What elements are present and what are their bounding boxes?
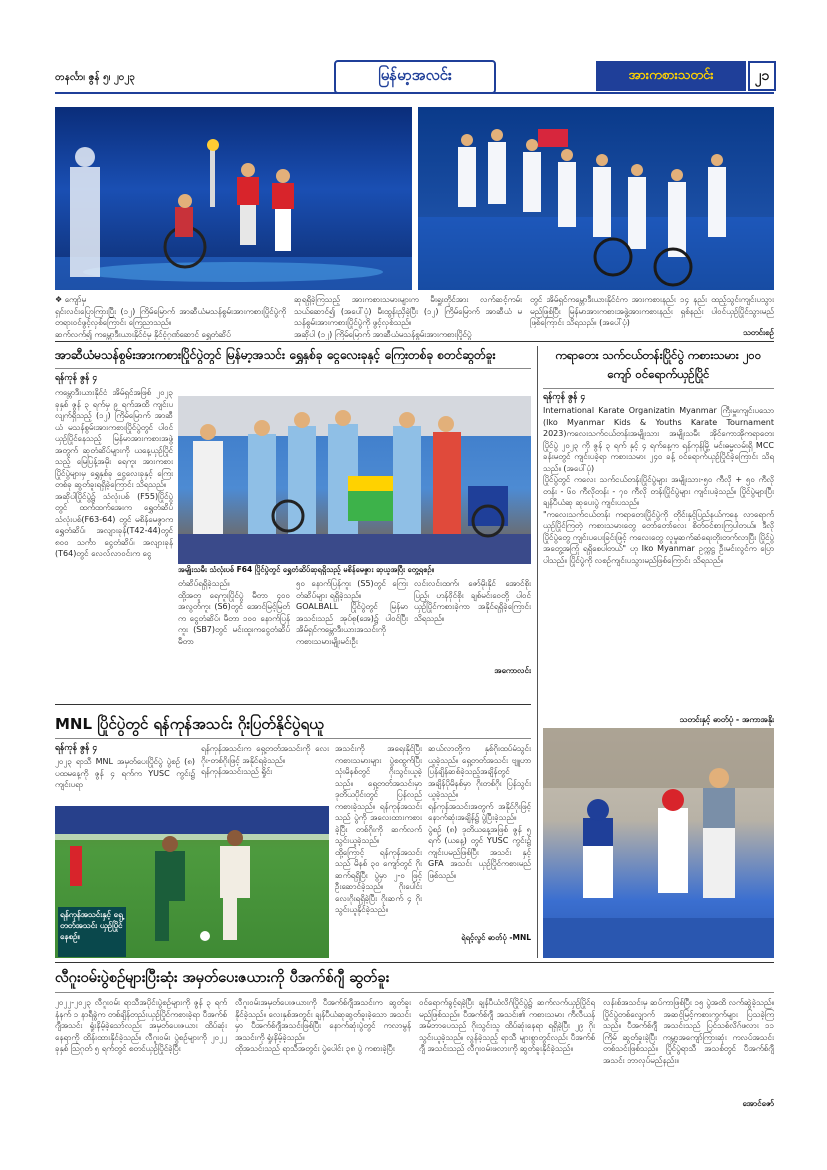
page-number: ၂၁: [748, 61, 776, 91]
story4-headline: လီဂူးဝမ်းပွဲစဉ်များပြီးဆုံး အမှတ်ပေးဇယားကို ပီအက်စ်ဂျီ ဆွတ်ခူး: [55, 970, 390, 986]
photo-athletes-parade: [418, 107, 774, 290]
story4-top-rule: [55, 962, 774, 963]
top-rule: [55, 341, 774, 342]
section-title: အားကစားသတင်း: [628, 67, 714, 83]
podium-scene-graphic: [178, 396, 531, 564]
story4-col3: ဝင်ရောက်ခွင့်ရခဲ့ပြီး ချန်ပီယံလိဂ်ပြိုင်ပွဲ၌ ဆက်လက်ယှဉ်ပြိုင်ရမည်ဖြစ်သည်။ ပီအက်စ်ဂျီ အသင်း၏ ကစားသမား ကီလီယန် အမ်ဘာပေသည် ဂိုးသွင်းသူ ထိပ်ဆုံးနေရာ ရရှိခဲ့ပြီး ၂၉ ဂိုး သွင်းယူခဲ့သည်။ လွန်ခဲ့သည့် ရာသီ များစွာတွင်လည်း ပီအက်စ်ဂျီ အသင်းသည် လီဂူးဝမ်းဖလားကို ဆွတ်ခူးနိုင်ခဲ့သည်။: [419, 998, 595, 1053]
story3-photo-caption: ရန်ကုန်အသင်းနှင့် ရှေ့တတ်အသင်း ယှဉ်ပြိုင်နေစဉ်။: [58, 907, 126, 957]
story1-headline: အာဆီယံမသန်စွမ်းအားကစားပြိုင်ပွဲတွင် မြန်မာ့အသင်း ရွှေနှစ်ခု ငွေလေးခုနှင့် ကြေးတစ်ခု စတင်ဆွတ်ခူး: [55, 348, 496, 362]
story4-byline: အောင်ဇော်: [742, 1099, 774, 1108]
story2-byline: သတင်းနှင့် ဓာတ်ပုံ - အကာအနိုး: [679, 715, 774, 724]
story3-col4: ဆယ်လာတို့က နှစ်ဂိုးထပ်မံသွင်းယူခဲ့သည်။ ရှေ့တတ်အသင်း ဗျူဟာပြန်ချိန်ဆစ်ခဲ့သည့်အချိန်တွင် အချိန်ပိုမိနစ်မှာ ဂိုးတစ်ဂိုး ပြန်သွင်းယူခဲ့သည်။ ရန်ကုန်အသင်းအတွက် အနိုင်ဂိုးဖြင့် နောက်ဆုံးအချိန်၌ ပွဲပြီးခဲ့သည်။ ပွဲစဉ် (၈) ဒုတိယနေ့အဖြစ် ဇွန် ၅ ရက် (ယနေ့) တွင် YUSC ကွင်း၌ ကျင်းပမည်ဖြစ်ပြီး အသင်း နှင့် GFA အသင်း ယှဉ်ပြိုင်ကစားမည်ဖြစ်သည်။: [428, 744, 531, 880]
story1-head-rule: [55, 368, 531, 369]
story3-head-rule: [55, 738, 531, 739]
header-rule: [55, 92, 774, 94]
masthead: [334, 60, 496, 94]
story2-dateline: ရန်ကုန် ဇွန် ၄: [543, 392, 586, 402]
story1-col2: တံဆိပ်ရရှိခဲ့သည်။ ထို့အတူ ရေကူးပြိုင်ပွဲ မီတာ ၄၀၀ အလွတ်ကူး (S6)တွင် အောင်မြင့်မြတ်က ငွေတံဆိပ်၊ မီတာ ၁၀၀ နောက်ပြန်ကူး (SB7)တွင် မင်းထူးကငွေတံဆိပ် မီတာ: [178, 579, 290, 646]
story4-col1: ၂၀၂၂-၂၀၂၃ လီဂူးဝမ်း ရာသီအပိုင်းပွဲစဉ်များကို ဇွန် ၃ ရက် နံနက် ၁ နာရီခွဲက တစ်ချိန်တည်းယှဉ်ပြိုင်ကစားခဲ့ရာ ပီအက်စ်ဂျီအသင်း ရှုံးနိမ့်ခဲ့သော်လည်း အမှတ်ပေးဇယား ထိပ်ဆုံးနေရာကို ထိန်းထားနိုင်ခဲ့သည်။ လီဂူးဝမ်း ပွဲစဉ်များကို ၂၀၂၂ ခုနှစ် ဩဂုတ် ၅ ရက်တွင် စတင်ယှဉ်ပြိုင်ခဲ့ပြီး: [55, 998, 227, 1053]
story4-col2: လီဂူးဝမ်းအမှတ်ပေးဇယားကို ပီအက်စ်ဂျီအသင်းက ဆွတ်ခူးနိုင်ခဲ့သည်။ လေးနှစ်အတွင်း ချန်ပီယံဆုဆွတ်ခူးခဲ့သော အသင်းမှာ ပီအက်စ်ဂျီအသင်းဖြစ်ပြီး နောက်ဆုံးပွဲတွင် ကလာမွန်အသင်းကို ရှုံးနိမ့်ခဲ့သည်။ ထိုအသင်းသည် ရာသီအတွင်း ပွဲပေါင်း ၃၈ ပွဲ ကစားခဲ့ပြီး: [235, 998, 411, 1053]
story4-col4: လန်းစ်အသင်းမှ ဆပ်ကာဖြစ်ပြီး ၁၅ ပွဲအထိ လက်ဆွဲခဲ့သည်။ ပြိုင်ပွဲတစ်လျှောက် အဆင့်မြင့်ကစားကွက်များ ပြသခဲ့ကြသည်။ ပီအက်စ်ဂျီ အသင်းသည် ပြင်သစ်လိဂ်ဖလား ၁၁ ကြိမ် ဆွတ်ခူးခဲ့ပြီး ကမ္ဘာ့အကျော်ကြားဆုံး ကလပ်အသင်းတစ်သင်းဖြစ်သည်။ ပြိုင်ပွဲရာသီ အသစ်တွင် ပီအက်စ်ဂျီ အသင်း ဘာလုပ်မည်နည်း။: [603, 998, 774, 1065]
story3-headline: MNL ပြိုင်ပွဲတွင် ရန်ကုန်အသင်း ဂိုးပြတ်နိုင်ပွဲရယူ: [55, 715, 324, 733]
story1-byline: အကောလင်း: [494, 666, 531, 675]
top-caption-col3: တွင် အိမ်ရှင်ကမ္ဘောဒီးယားနိုင်ငံက အားကစားနည်း ၁၄ နည်း ထည့်သွင်းကျင်းပသွားမည်ဖြစ်ပြီး မြန်မာအားကစားအဖွဲ့အားကစားနည်း ရှစ်နည်း ပါဝင်ယှဉ်ပြိုင်သွားမည်ဖြစ်ကြောင်း သိရသည်။ (အပေါ်ပုံ): [530, 295, 774, 327]
photo-karate-match: [543, 728, 774, 958]
top-caption-col1: ❖ ကျော်မှ ရှင်းလင်းပြောကြားပြီး (၁၂) ကြိမ်မြောက် အာဆီယံမသန်စွမ်းအားကစားပြိုင်ပွဲကို တရားဝင်ဖွင့်လှစ်ကြောင်း ကြေညာသည်။ ဆက်လက်၍ ကမ္ဘောဒီးယားနိုင်ငံမှ နိုင်ငံ့ဂုဏ်ဆောင် ရွှေတံဆိပ်: [55, 295, 286, 339]
masthead-title: မြန်မာ့အလင်း: [378, 66, 452, 84]
column-divider-right: [537, 346, 538, 958]
header-date: တနင်္လာ၊ ဇွန် ၅၊ ၂၀၂၃: [55, 72, 135, 83]
story1-photo-caption: အမျိုးသမီး သံလုံးပစ် F64 ပြိုင်ပွဲတွင် ရွှေတံဆိပ်ဆုရရှိသည့် မစိန်မေဇွား ဆုယူအပြီး တွေ့ရစဉ်။: [178, 564, 531, 575]
story1-bottom-rule: [55, 704, 531, 705]
story4-head-rule: [55, 992, 774, 993]
story1-dateline: ရန်ကုန် ဇွန် ၄: [55, 373, 98, 383]
story3-dateline: ရန်ကုန် ဇွန် ၄: [55, 743, 98, 753]
story2-headline-text: ကရာတေး သက်ငယ်တန်းပြိုင်ပွဲ ကစားသမား ၂၀၀ ကျော် ဝင်ရောက်ယှဉ်ပြိုင်: [555, 348, 762, 381]
photo-podium-ceremony: [178, 396, 531, 564]
story2-headline: [543, 346, 774, 384]
story1-col1: ကမ္ဘောဒီးယားနိုင်ငံ အိမ်ရှင်အဖြစ် ၂၀၂၃ ခုနှစ် ဇွန် ၃ ရက်မှ ၉ ရက်အထိ ကျင်းပလျက်ရှိသည့် (၁၂) ကြိမ်မြောက် အာဆီယံ မသန်စွမ်းအားကစားပြိုင်ပွဲတွင် ပါဝင်ယှဉ်ပြိုင်နေသည့် မြန်မာအားကစားအဖွဲ့အတွက် ဆုတံဆိပ်များကို ယနေ့ယှဉ်ပြိုင်သည့် မြေပြန့်အမိုး ရေကူး အားကစားပြိုင်ပွဲများမှ ရွှေနှစ်ခု ငွေလေးခုနှင့် ကြေးတစ်ခု ဆွတ်ခူးရရှိခဲ့ကြောင်း သိရသည်။ အဆိုပါပြိုင်ပွဲ၌ သံလုံးပစ် (F55)ပြိုင်ပွဲတွင် ထက်ထက်အေးက ရွှေတံဆိပ် သံလုံးပစ်(F63-64) တွင် မစိန်မေဇွာက ရွှေတံဆိပ်၊ အလျားခုန်(T42-44)တွင် ၈၀၀ သင်္ကာ ငွေတံဆိပ်၊ အလျားခုန် (T64)တွင် လေလ်လာဝင်းက ငွေ: [55, 388, 173, 558]
story1-col3: ၅၀ နောက်ပြန်ကူး (S5)တွင် ကြေးတံဆိပ်များ ရရှိခဲ့သည်။ GOALBALL ပြိုင်ပွဲတွင် မြန်မာအသင်းသည် အုပ်စု(အေ)၌ ပါဝင်ပြီး အိမ်ရှင်ကမ္ဘောဒီးယားအသင်းကို ကစားသမားမျိုးမင်းဦး: [296, 579, 408, 646]
top-byline: သတင်းစဉ်: [743, 328, 774, 337]
parade-scene-graphic: [418, 107, 774, 290]
story3-col3: အသင်းကို အရေးနိုင်ပြီး ကစားသမားများ ပွဲစထွက်ပြီး သုံးမိနစ်တွင် ဂိုးသွင်းယူခဲ့သည်။ ရှေ့တတ်အသင်းမှာ ဒုတိယပိုင်းတွင် ပြန်လည်ကစားခဲ့သည်။ ရန်ကုန်အသင်းသည် ပွဲကို အလေးထားကစားခဲ့ပြီး တစ်ဂိုးကို ဆက်လက်သွင်းယူခဲ့သည်။ ထို့ကြောင့် ရန်ကုန်အသင်းသည် မိနစ် ၃၀ ကျော်တွင် ဂိုးဆက်ရရှိပြီး ပွဲမှာ ၂-၀ ဖြင့် ဦးဆောင်ခဲ့သည်။ ဂိုးပေါင်း လေးဂိုးရရှိခဲ့ပြီး ဂိုးဆက် ၄ ဂိုး သွင်းယူနိုင်ခဲ့သည်။: [335, 744, 422, 914]
story3-col1: ၂၀၂၃ ရာသီ MNL အမှတ်ပေးပြိုင်ပွဲ ပွဲစဉ် (၈) ပထမနေ့ကို ဇွန် ၄ ရက်က YUSC ကွင်း၌ ကျင်းပရာ: [55, 757, 195, 789]
karate-scene-graphic: [543, 728, 774, 958]
story1-col4: လင်းလင်းထက်၊ ဇော်မိုးနိုင် အောင်စိုးပြည့်၊ ဟန်ဝိုင်စိုး ချစ်မင်းဝေတို့ ပါဝင်ယှဉ်ပြိုင်ကစားခဲ့ကာ အနိုင်ရရှိခဲ့ကြောင်း သိရသည်။: [414, 579, 531, 623]
story3-byline: ရဲရင့်လွင် ဓာတ်ပုံ -MNL: [461, 933, 531, 942]
story2-head-rule: [543, 388, 774, 389]
section-banner: [596, 61, 746, 91]
torch-scene-graphic: [55, 107, 412, 290]
story2-body: International Karate Organizatin Myanmar ကြီးမှူးကျင်းပသော (Iko Myanmar Kids & Youths Karate Tournament 2023)ကလေးသက်ငယ်တန်းအမျိုးသား အမျိုးသမီး အိုင်ကောအိုကရာတေးပြိုင်ပွဲ ၂၀၂၃ ကို ဇွန် ၃ ရက် နှင့် ၄ ရက်နေ့က ရန်ကုန်မြို့ မင်းဓမ္မလမ်းရှိ MCC ခန်းမတွင် ကျင်းပခဲ့ရာ ကစားသမား ၂၄၀ ခန့် ဝင်ရောက်ယှဉ်ပြိုင်ခဲ့ကြောင်း သိရသည်။ (အပေါ်ပုံ) ပြိုင်ပွဲတွင် ကလေး သက်ငယ်တန်းပြိုင်ပွဲများ အမျိုးသား-၅၀ ကီလို + ၅၀ ကီလိုတန်း - ၆၀ ကီလိုတန်း - ၇၀ ကီလို တန်းပြိုင်ပွဲများ ကျင်းပခဲ့သည်။ ပြိုင်ပွဲများပြီး ချန်ပီယံဆု ဆုပေးပွဲ ကျင်းပသည်။ "ကလေးသက်ငယ်တန်း ကရာတေးပြိုင်ပွဲကို တိုင်းနှင့်ပြည်နယ်ကနေ လာရောက်ယှဉ်ပြိုင်ကြတဲ့ ကစားသမားတွေ တော်တော်လေး စိတ်ဝင်စားကြပါတယ်။ ဒီလိုပြိုင်ပွဲတွေ ကျင်းပပေးခြင်းဖြင့် ကလေးတွေ လူမှုဆက်ဆံရေးတိုးတက်လာပြီး ပြိုင်ပွဲအတွေ့အကြုံ ရရှိစေပါတယ်" ဟု Iko Myanmar ဥက္ကဋ္ဌ ဦးမင်းလွင်က ပြောပါသည်။ ပြိုင်ပွဲကို လစဉ်ကျင်းပသွားမည်ဖြစ်ကြောင်း သိရသည်။: [543, 406, 774, 565]
story3-col2: ရန်ကုန်အသင်းက ရှေ့တတ်အသင်းကို လေးဂိုး-တစ်ဂိုးဖြင့် အနိုင်ရခဲ့သည်။ ရန်ကုန်အသင်းသည် ရှိုင်း: [201, 744, 329, 776]
photo-torch-lighting: [55, 107, 412, 290]
top-caption-col2: ဆုရရှိခဲ့ကြသည့် အားကစားသမားများက မီးရှူးတိုင်အား လက်ဆင့်ကမ်းသယ်ဆောင်၍ (အပေါ်ပုံ) မီးထွန်းညှိခဲ့ပြီး (၁၂) ကြိမ်မြောက် အာဆီယံ မသန်စွမ်းအားကစားပြိုင်ပွဲကို ဖွင့်လှစ်သည်။ အဆိုပါ (၁၂) ကြိမ်မြောက် အာဆီယံမသန်စွမ်းအားကစားပြိုင်ပွဲ: [294, 295, 522, 339]
